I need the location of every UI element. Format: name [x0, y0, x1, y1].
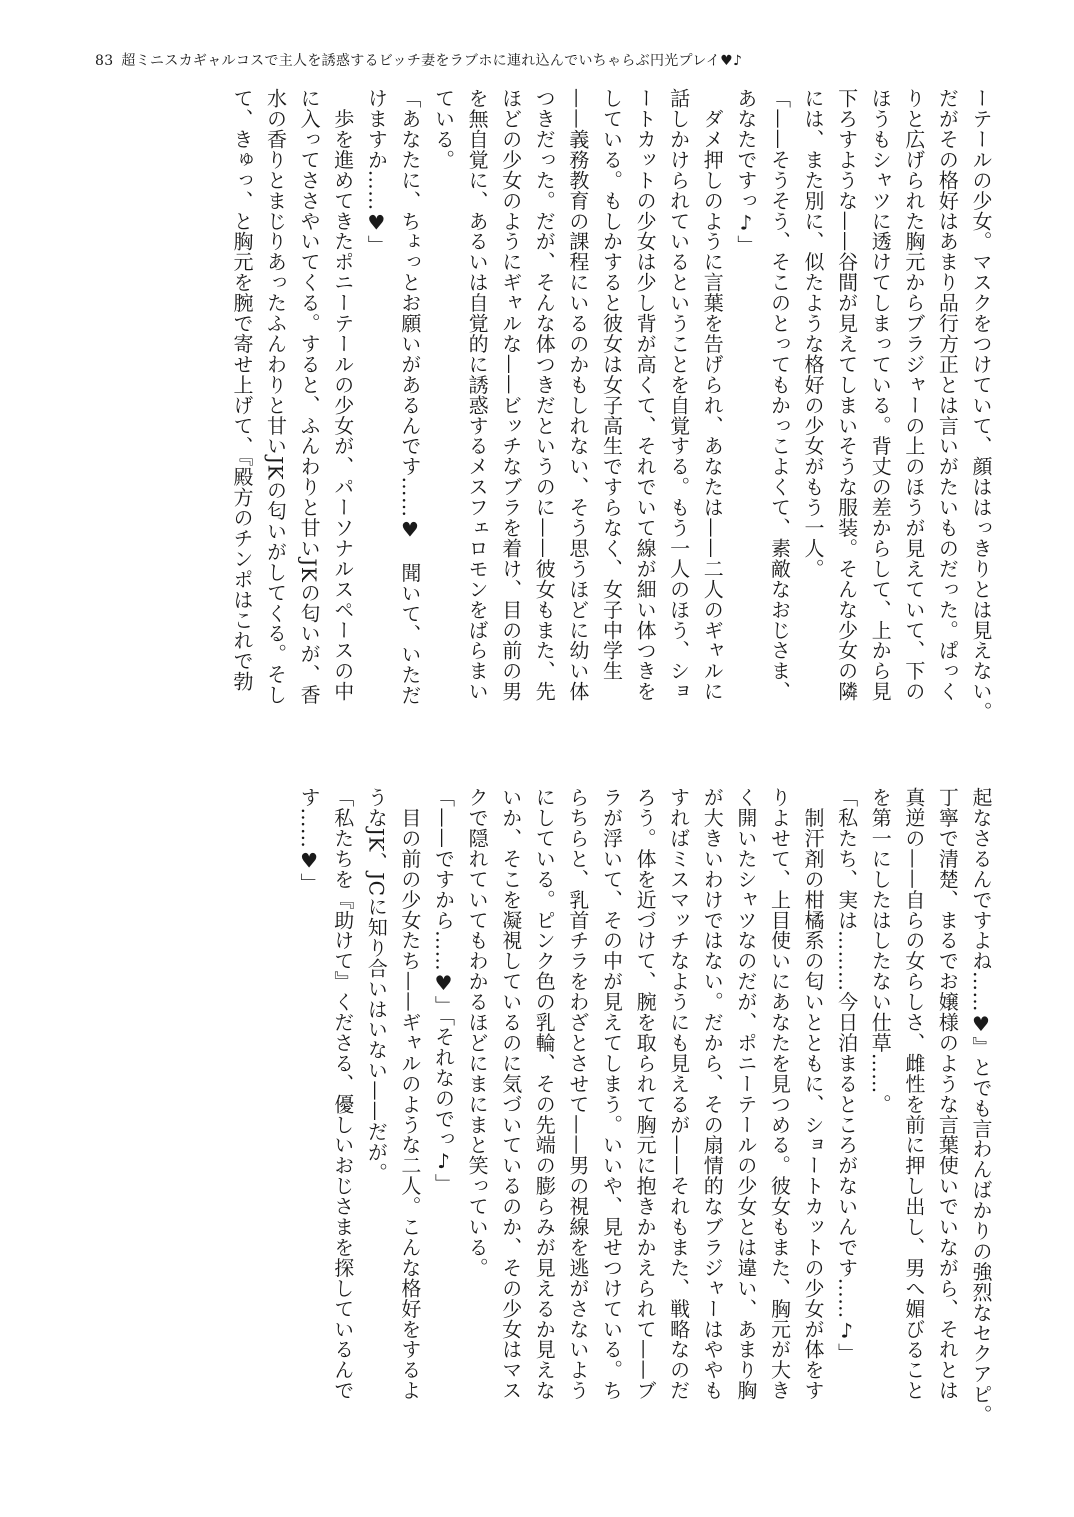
running-header [95, 50, 742, 70]
text-line: だがその格好はあまり品行方正とは言いがたいものだった。ぱっく [935, 88, 960, 702]
text-line: を無自覚に、あるいは自覚的に誘惑するメスフェロモンをばらまい [465, 88, 490, 702]
text-line: ダメ押しのように言葉を告げられ、あなたは——二人のギャルに [700, 88, 725, 702]
text-line: ほうもシャツに透けてしまっている。背丈の差からして、上から見 [868, 88, 893, 702]
text-line: 「——そうそう、そこのとってもかっこよくて、素敵なおじさま、 [767, 88, 792, 702]
text-line: 話しかけられているということを自覚する。もう一人のほう、ショ [666, 88, 691, 702]
text-line: ——義務教育の課程にいるのかもしれない、そう思うほどに幼い体 [565, 88, 590, 702]
text-line: ートカットの少女は少し背が高くて、それでいて線が細い体つきを [633, 88, 658, 702]
text-line: 歩を進めてきたポニーテールの少女が、パーソナルスペースの中 [330, 88, 355, 702]
text-line: く開いたシャツなのだが、ポニーテールの少女とは違い、あまり胸 [733, 787, 758, 1401]
text-line: らちらと、乳首チラをわざとさせて——男の視線を逃がさないよう [565, 787, 590, 1401]
text-line: クで隠れていてもわかるほどにまにまと笑っている。 [465, 787, 490, 1278]
text-line: を第一にしたはしたない仕草……。 [868, 787, 893, 1115]
lower-text-block [292, 787, 997, 1427]
text-line: ほどの少女のようにギャルな——ビッチなブラを着け、目の前の男 [498, 88, 523, 702]
text-line: 「私たち、実は………今日泊まるところがないんです……♪」 [834, 787, 859, 1364]
text-line: に入ってささやいてくる。すると、ふんわりと甘いJKの匂いが、香 [297, 88, 322, 705]
text-line: 真逆の——自らの女らしさ、雌性を前に押し出し、男へ媚びること [901, 787, 926, 1401]
text-line: りと広げられた胸元からブラジャーの上のほうが見えていて、下の [901, 88, 926, 702]
text-line: すればミスマッチなようにも見えるが——それもまた、戦略なのだ [666, 787, 691, 1401]
text-line: には、また別に、似たような格好の少女がもう一人。 [801, 88, 826, 579]
text-line: 「あなたに、ちょっとお願いがあるんです……♥ 聞いて、いただ [397, 88, 422, 706]
text-line: 下ろすような——谷間が見えてしまいそうな服装。そんな少女の隣 [834, 88, 859, 702]
text-line: が大きいわけではない。だから、その扇情的なブラジャーはややも [700, 787, 725, 1401]
text-line: ている。 [431, 88, 456, 170]
text-line: ラが浮いて、その中が見えてしまう。いいや、見せつけている。ち [599, 787, 624, 1401]
text-line: りよせて、上目使いにあなたを見つめる。彼女もまた、胸元が大き [767, 787, 792, 1401]
text-line: 目の前の少女たち——ギャルのような二人。こんな格好をするよ [397, 787, 422, 1401]
text-line: 起なさるんですよね……♥』とでも言わんばかりの強烈なセクアピ。 [969, 787, 993, 1425]
text-line: す……♥」 [297, 787, 322, 894]
text-line: うなJK、JCに知り合いはいない——だが。 [364, 787, 389, 1183]
text-line: あなたですっ♪」 [733, 88, 758, 256]
text-line: いか、そこを凝視しているのに気づいているのか、その少女はマス [498, 787, 523, 1401]
page-number: 83 [95, 53, 114, 69]
text-line: している。もしかすると彼女は女子高生ですらなく、女子中学生 [599, 88, 624, 682]
text-line: ろう。体を近づけて、腕を取られて胸元に抱きかかえられて——ブ [633, 787, 658, 1401]
text-line: にしている。ピンク色の乳輪、その先端の膨らみが見えるか見えな [532, 787, 557, 1401]
text-line: 水の香りとまじりあったふんわりと甘いJKの匂いがしてくる。そし [263, 88, 288, 705]
upper-text-block [224, 88, 997, 728]
text-line: 制汗剤の柑橘系の匂いとともに、ショートカットの少女が体をす [801, 787, 826, 1401]
text-line: けますか……♥」 [364, 88, 389, 256]
text-line: ーテールの少女。マスクをつけていて、顔ははっきりとは見えない。 [969, 88, 993, 722]
text-line: 丁寧で清楚、まるでお嬢様のような言葉使いでいながら、それとは [935, 787, 960, 1401]
text-line: 「私たちを『助けて』くださる、優しいおじさまを探しているんで [330, 787, 355, 1401]
text-line: 「——ですから……♥」「それなのでっ♪」 [431, 787, 456, 1194]
text-line: て、きゅっ、と胸元を腕で寄せ上げて、『殿方のチンポはこれで勃 [229, 88, 254, 692]
text-line: つきだった。だが、そんな体つきだというのに——彼女もまた、先 [532, 88, 557, 702]
book-title: 超ミニスカギャルコスで主人を誘惑するビッチ妻をラブホに連れ込んでいちゃらぶ円光プレイ♥♪ [121, 53, 743, 69]
